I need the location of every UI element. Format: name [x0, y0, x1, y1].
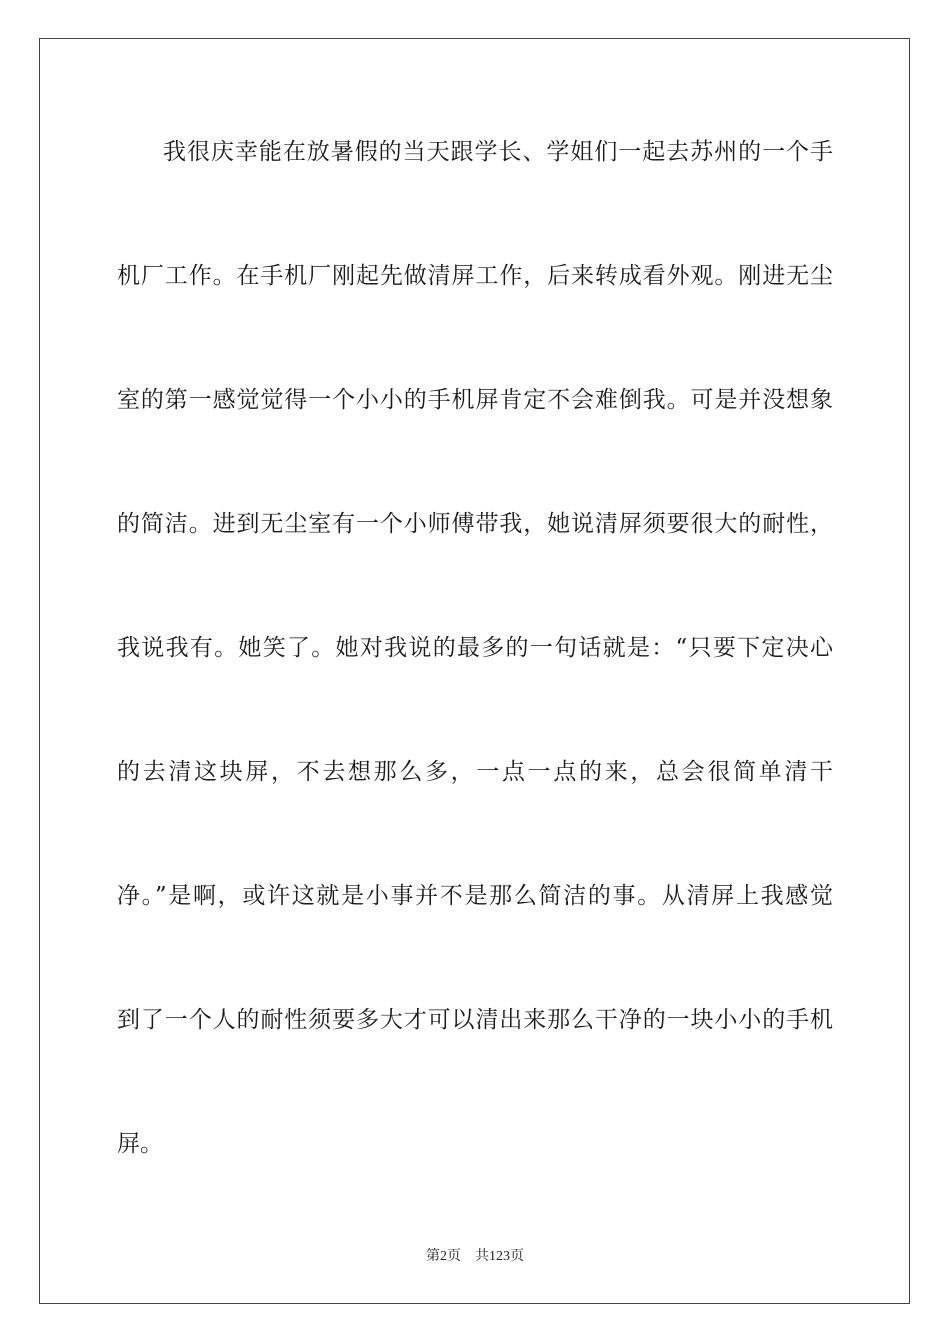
total-prefix: 共	[475, 1248, 489, 1264]
paragraph-line-1: 我很庆幸能在放暑假的当天跟学长、学姐们一起去苏州的一个手	[163, 139, 833, 165]
paragraph-line-4: 的简洁。进到无尘室有一个小师傅带我，她说清屏须要很大的耐性，	[117, 511, 833, 537]
total-suffix: 页	[510, 1248, 524, 1264]
paragraph-line-6: 的去清这块屏，不去想那么多，一点一点的来，总会很简单清干	[117, 759, 833, 785]
page-prefix: 第	[426, 1248, 440, 1264]
paragraph-line-8: 到了一个人的耐性须要多大才可以清出来那么干净的一块小小的手机	[117, 1007, 833, 1033]
page-footer	[0, 1245, 950, 1265]
paragraph-line-3: 室的第一感觉觉得一个小小的手机屏肯定不会难倒我。可是并没想象	[117, 387, 833, 413]
paragraph-line-2: 机厂工作。在手机厂刚起先做清屏工作，后来转成看外观。刚进无尘	[117, 263, 833, 289]
page-number: 2	[440, 1249, 447, 1264]
paragraph-line-7: 净。”是啊，或许这就是小事并不是那么简洁的事。从清屏上我感觉	[117, 883, 833, 909]
total-pages: 123	[489, 1249, 510, 1264]
page-suffix: 页	[447, 1248, 461, 1264]
paragraph-line-9: 屏。	[117, 1131, 163, 1157]
page-border	[39, 38, 910, 1304]
paragraph-line-5: 我说我有。她笑了。她对我说的最多的一句话就是：“只要下定决心	[117, 635, 833, 661]
